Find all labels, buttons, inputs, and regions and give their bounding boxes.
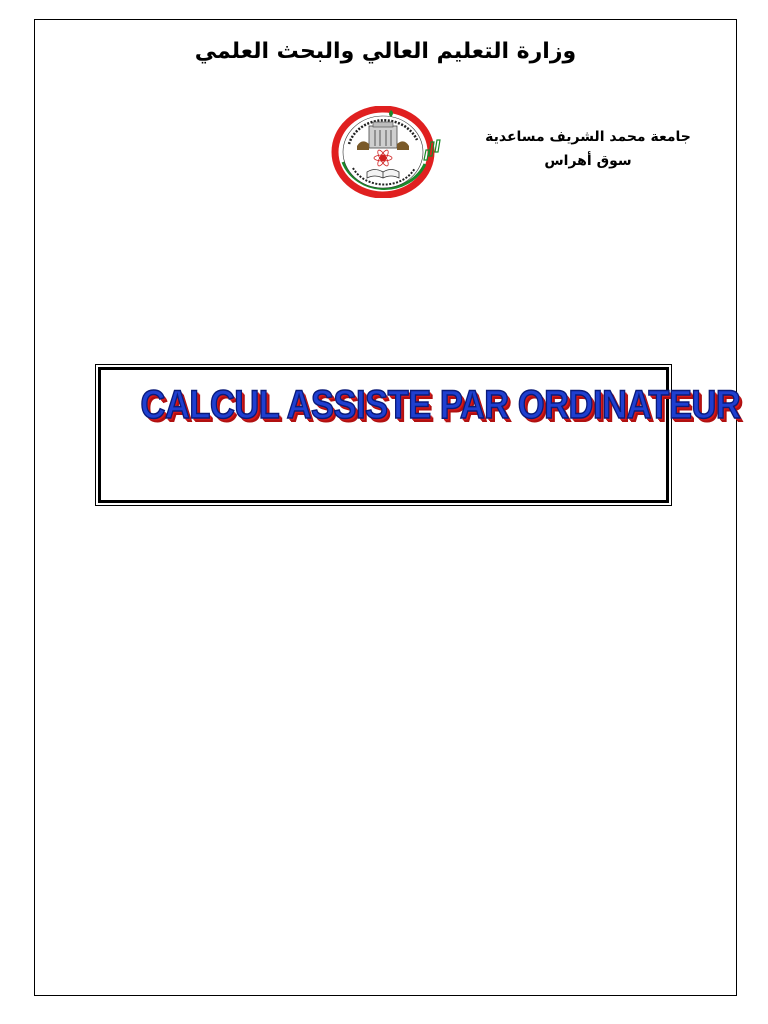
university-name-block [470, 125, 706, 173]
university-name: جامعة محمد الشريف مساعدية [485, 129, 691, 145]
cover-title-box [98, 367, 741, 503]
cover-title-frame [95, 364, 741, 506]
university-city: سوق أهراس [544, 153, 632, 169]
ministry-title: وزارة التعليم العالي والبحث العلمي [194, 39, 577, 64]
university-seal-icon [329, 106, 451, 198]
document-title: CALCUL ASSISTE PAR ORDINATEUR [140, 383, 741, 427]
